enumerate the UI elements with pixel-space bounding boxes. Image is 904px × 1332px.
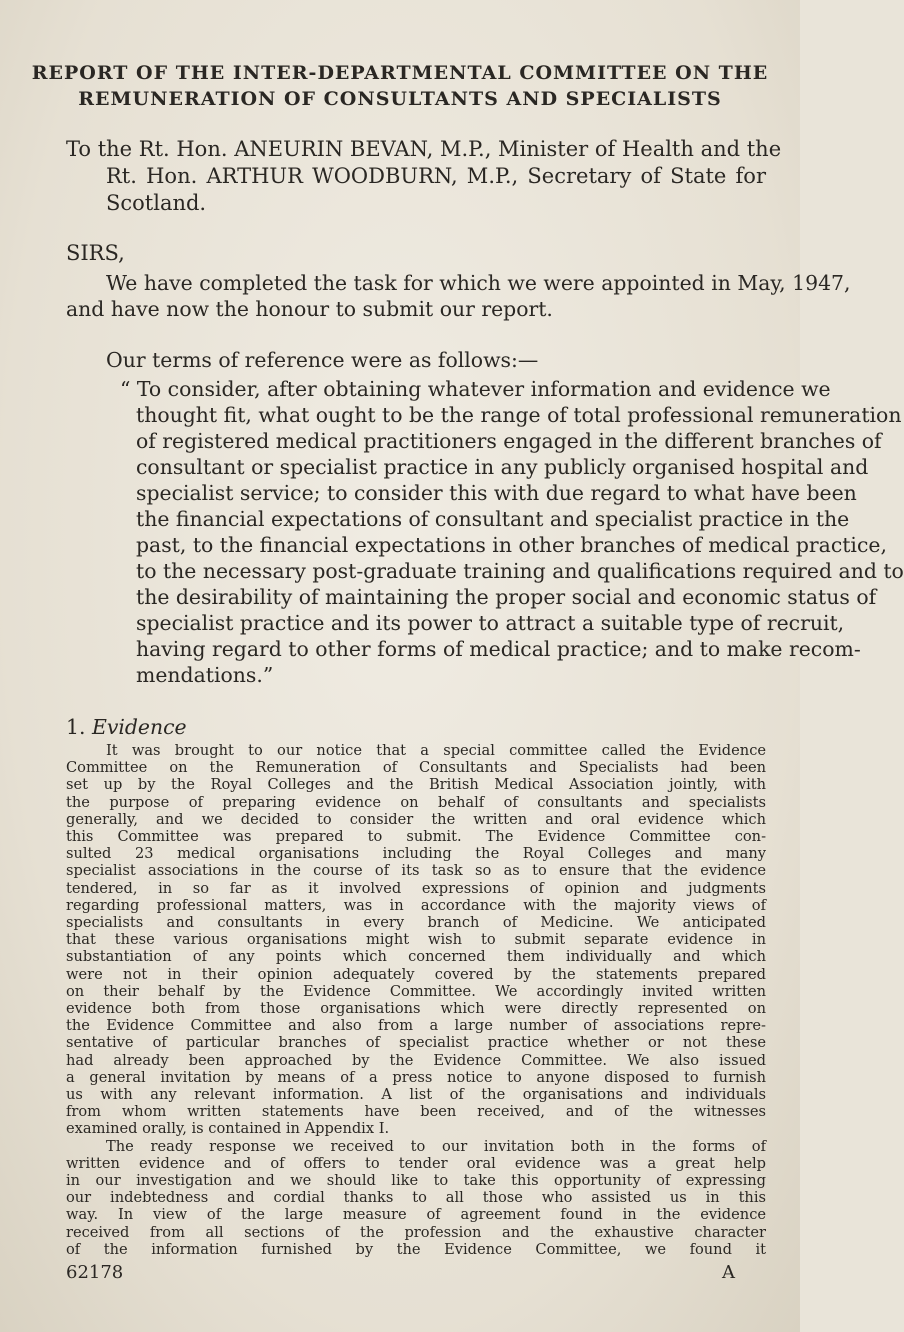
para-line: us with any relevant information. A list of the organisations and individuals [66, 1086, 766, 1103]
quote-line: the desirability of maintaining the proper social and economic status of [136, 585, 877, 609]
intro-line-1: We have completed the task for which we were appointed in May, 1947, [106, 271, 851, 295]
para-line: It was brought to our notice that a special committee called the Evidence [106, 742, 766, 759]
para-line: evidence both from those organisations which were directly represented on [66, 1000, 766, 1017]
para-line: were not in their opinion adequately covered by the statements prepared [66, 965, 766, 983]
quote-line: having regard to other forms of medical practice; and to make recom- [136, 637, 861, 661]
para-line: in our investigation and we should like to take this opportunity of expressing [66, 1172, 766, 1189]
para-line: the purpose of preparing evidence on behalf of consultants and specialists [66, 793, 766, 811]
report-title-line-1: REPORT OF THE INTER-DEPARTMENTAL COMMITTEE ON THE [31, 62, 769, 84]
para-line: set up by the Royal Colleges and the British Medical Association jointly, with [66, 776, 766, 794]
quote-line: “ To consider, after obtaining whatever information and evidence we [120, 377, 831, 401]
para-line: of the information furnished by the Evidence Committee, we found it [66, 1240, 766, 1258]
para-line: received from all sections of the profession and the exhaustive character [66, 1223, 766, 1241]
quote-line: past, to the financial expectations in other branches of medical practice, [136, 533, 887, 557]
quote-line: specialist service; to consider this with due regard to what have been [136, 481, 857, 505]
para-line: The ready response we received to our invitation both in the forms of [106, 1137, 766, 1155]
para-line: substantiation of any points which concerned them individually and which [66, 948, 766, 966]
section-title: Evidence [91, 715, 187, 739]
salutation: SIRS, [66, 241, 125, 265]
intro-line-2: and have now the honour to submit our report. [66, 297, 553, 321]
signature-mark: A [722, 1262, 735, 1283]
report-title-line-2: REMUNERATION OF CONSULTANTS AND SPECIALISTS [78, 88, 722, 110]
quote-line: to the necessary post-graduate training and qualifications required and to [136, 559, 904, 583]
para-line: way. In view of the large measure of agreement found in the evidence [66, 1206, 766, 1224]
para-line: regarding professional matters, was in accordance with the majority views of [66, 896, 766, 914]
quote-line: specialist practice and its power to attract a suitable type of recruit, [136, 611, 845, 635]
para-line: our indebtedness and cordial thanks to all those who assisted us in this [66, 1189, 766, 1207]
quote-line: mendations.” [136, 663, 274, 687]
para-line: a general invitation by means of a press notice to anyone disposed to furnish [66, 1068, 766, 1086]
para-line: sentative of particular branches of specialist practice whether or not these [66, 1034, 766, 1052]
para-line: generally, and we decided to consider the written and oral evidence which [66, 810, 766, 828]
para-line: Committee on the Remuneration of Consultants and Specialists had been [66, 759, 766, 777]
para-line: examined orally, is contained in Appendix I. [66, 1120, 390, 1138]
para-line: the Evidence Committee and also from a large number of associations repre- [66, 1017, 766, 1035]
quote-line: consultant or specialist practice in any publicly organised hospital and [136, 455, 869, 479]
quote-line: thought fit, what ought to be the range of total professional remuneration [136, 403, 902, 427]
print-code: 62178 [66, 1262, 124, 1283]
address-line-3: Scotland. [106, 191, 207, 215]
quote-line: the financial expectations of consultant and specialist practice in the [136, 507, 850, 531]
para-line: written evidence and of offers to tender oral evidence was a great help [66, 1154, 766, 1172]
address-line-1: To the Rt. Hon. ANEURIN BEVAN, M.P., Minister of Health and the [66, 137, 782, 161]
terms-intro: Our terms of reference were as follows:— [106, 348, 539, 372]
para-line: had already been approached by the Evidence Committee. We also issued [66, 1051, 766, 1069]
para-line: on their behalf by the Evidence Committee. We accordingly invited written [66, 982, 766, 1000]
para-line: specialists and consultants in every branch of Medicine. We anticipated [66, 914, 766, 931]
section-number: 1. [66, 715, 86, 739]
para-line: sulted 23 medical organisations including the Royal Colleges and many [66, 845, 766, 863]
address-line-2: Rt. Hon. ARTHUR WOODBURN, M.P., Secretary of State for [106, 164, 766, 188]
quote-line: of registered medical practitioners engaged in the different branches of [136, 429, 882, 453]
para-line: this Committee was prepared to submit. The Evidence Committee con- [66, 828, 766, 845]
section-heading [66, 714, 187, 740]
para-line: from whom written statements have been received, and of the witnesses [66, 1103, 766, 1121]
para-line: that these various organisations might wish to submit separate evidence in [66, 931, 766, 949]
para-line: specialist associations in the course of its task so as to ensure that the evidence [66, 862, 766, 880]
para-line: tendered, in so far as it involved expressions of opinion and judgments [66, 879, 766, 897]
